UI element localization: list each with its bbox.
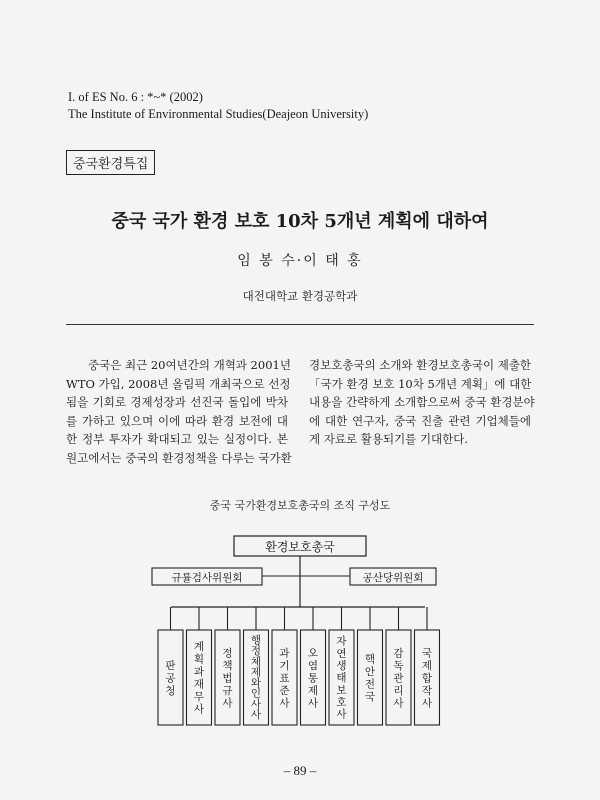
body-line: 한 정부 투자가 확대되고 있는 실정이다. 본 (66, 432, 288, 446)
left-committee-label: 규률검사위원회 (171, 572, 243, 584)
department-label: 정 책 법 규 사 (222, 647, 233, 710)
right-committee-label: 공산당위원회 (362, 572, 424, 584)
department-label: 판 공 청 (165, 659, 176, 697)
authors: 임 봉 수·이 태 홍 (237, 253, 363, 269)
body-line: 「국가 환경 보호 10차 5개년 계획」에 대한 (309, 376, 532, 391)
department-label: 과 기 표 준 사 (279, 647, 290, 710)
figure-caption: 중국 국가환경보호총국의 조직 구성도 (209, 499, 391, 512)
page-number: – 89 – (283, 763, 317, 778)
department-label: 오 염 통 제 사 (307, 647, 319, 710)
department-label: 국 제 합 작 사 (421, 647, 433, 710)
special-section-label: 중국환경특집 (66, 150, 155, 175)
paper-title: 중국 국가 환경 보호 10차 5개년 계획에 대하여 (111, 211, 489, 232)
top-box-label: 환경보호총국 (265, 540, 335, 554)
journal-line: I. of ES No. 6 : *~* (2002) (68, 90, 203, 104)
body-line: 내용을 간략하게 소개함으로써 중국 환경분야 (309, 395, 535, 409)
title-divider (66, 324, 534, 325)
body-line: WTO 가입, 2008년 올림픽 개최국으로 선정 (66, 376, 291, 391)
department-row (158, 607, 440, 725)
department-label: 감 독 관 리 사 (393, 647, 404, 710)
body-line: 원고에서는 중국의 환경정책을 다루는 국가환 (66, 450, 292, 465)
body-line: 에 대한 연구자, 중국 진출 관련 기업체들에 (309, 413, 531, 428)
department-label: 핵 안 전 국 (364, 653, 376, 703)
body-line: 경보호총국의 소개와 환경보호총국이 제출한 (309, 358, 532, 372)
body-line: 게 자료로 활용되기를 기대한다. (309, 432, 469, 446)
body-line: 됨을 기회로 경제성장과 선진국 돌입에 박차 (66, 395, 288, 409)
org-chart (0, 530, 600, 730)
department-label: 행 정 체 제 와 인 사 사 (250, 634, 262, 721)
body-column-right (309, 356, 535, 449)
body-line: 를 가하고 있으며 이에 따라 환경 보전에 대 (66, 413, 288, 428)
department-label: 자 연 생 태 보 호 사 (336, 635, 347, 721)
department-label: 계 획 과 재 무 사 (193, 641, 205, 716)
body-column-left (66, 356, 292, 467)
affiliation: 대전대학교 환경공학과 (242, 289, 358, 303)
institute-line: The Institute of Environmental Studies(Deajeon University) (68, 107, 369, 121)
body-line: 중국은 최근 20여년간의 개혁과 2001년 (88, 358, 291, 372)
